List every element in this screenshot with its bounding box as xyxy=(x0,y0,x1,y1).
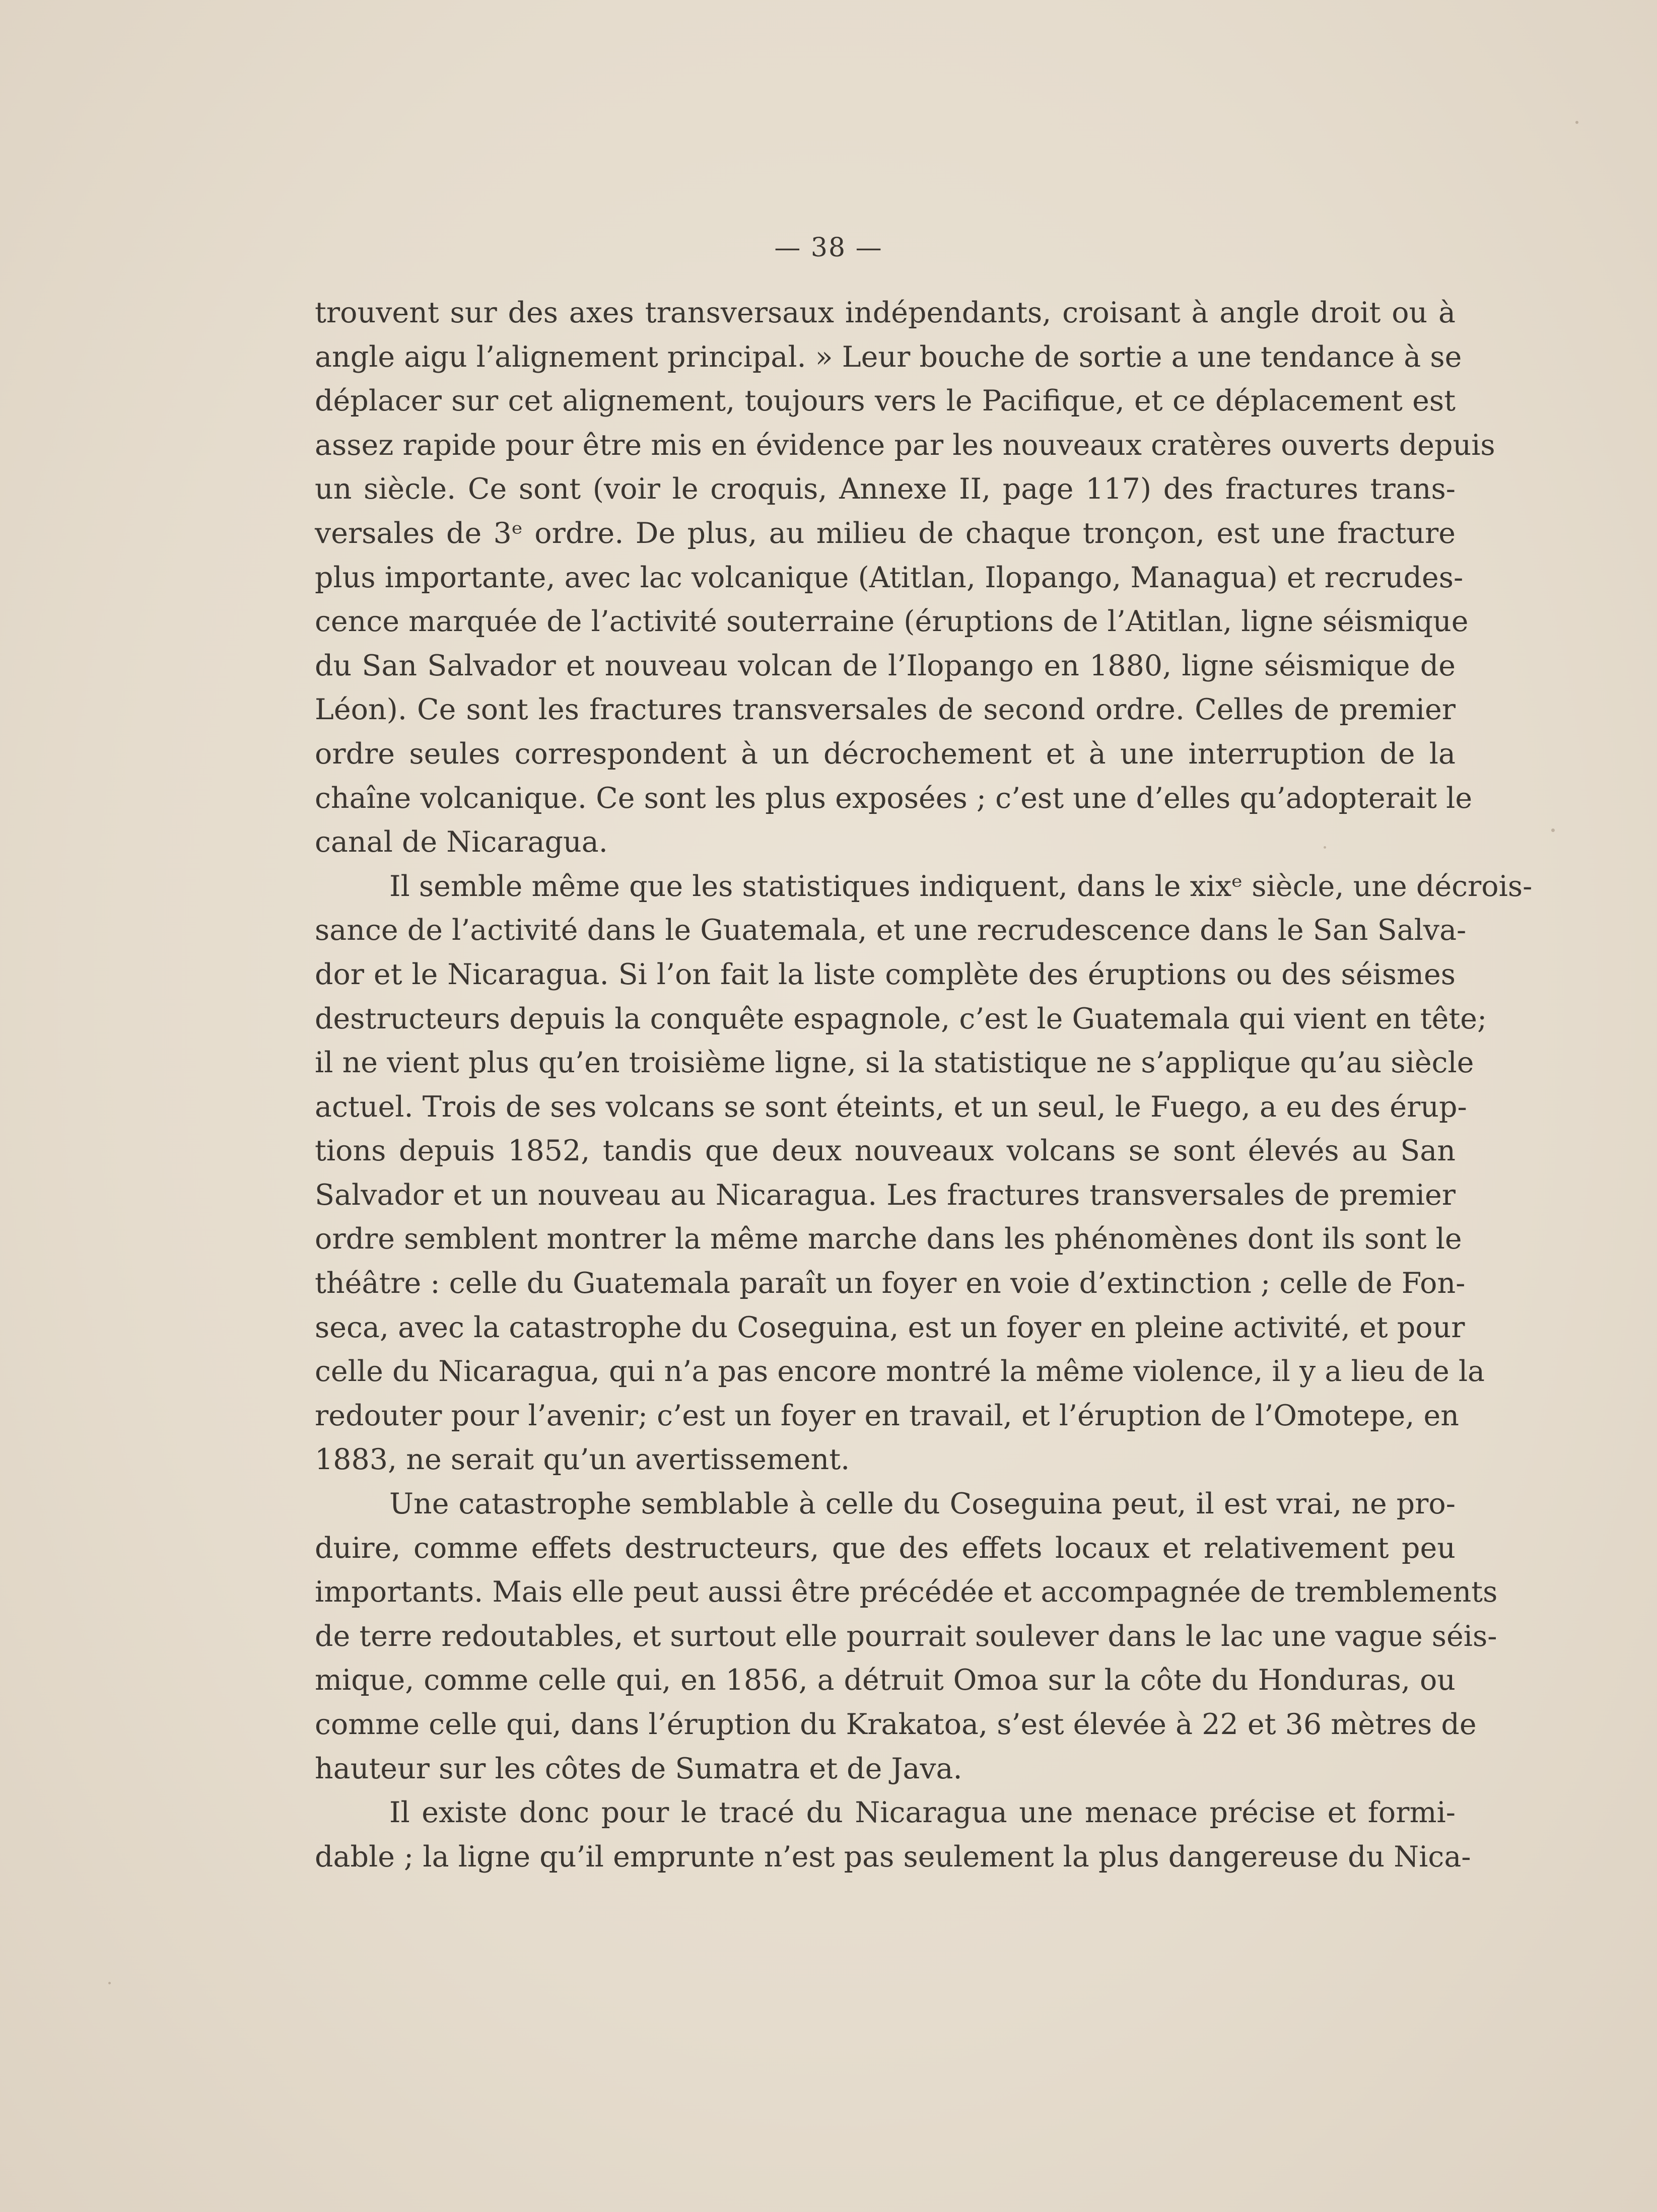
text-line: versales de 3ᵉ ordre. De plus, au milieu de chaque tronçon, est une fracture xyxy=(315,516,1456,550)
text-line: angle aigu l’alignement principal. » Leur bouche de sortie a une tendance à se xyxy=(315,340,1462,374)
text-line: destructeurs depuis la conquête espagnole, c’est le Guatemala qui vient en tête; xyxy=(315,1002,1487,1035)
text-line: ordre seules correspondent à un décrochement et à une interruption de la xyxy=(315,737,1456,771)
text-line: un siècle. Ce sont (voir le croquis, Annexe II, page 117) des fractures trans- xyxy=(315,472,1456,506)
text-line: mique, comme celle qui, en 1856, a détruit Omoa sur la côte du Honduras, ou xyxy=(315,1664,1456,1697)
text-line: de terre redoutables, et surtout elle pourrait soulever dans le lac une vague séis- xyxy=(315,1619,1497,1653)
text-line: cence marquée de l’activité souterraine (éruptions de l’Atitlan, ligne séismique xyxy=(315,605,1469,639)
text-line: trouvent sur des axes transversaux indépendants, croisant à angle droit ou à xyxy=(315,296,1456,329)
text-line: importants. Mais elle peut aussi être précédée et accompagnée de tremblements xyxy=(315,1575,1498,1609)
text-line: tions depuis 1852, tandis que deux nouveaux volcans se sont élevés au San xyxy=(315,1134,1456,1168)
paper-speck xyxy=(108,1982,111,1984)
text-line: plus importante, avec lac volcanique (Atitlan, Ilopango, Managua) et recrudes- xyxy=(315,561,1464,594)
paragraph-p1 xyxy=(315,291,1495,865)
paper-speck xyxy=(1575,121,1578,124)
text-line: seca, avec la catastrophe du Coseguina, est un foyer en pleine activité, et pour xyxy=(315,1310,1465,1344)
text-line: chaîne volcanique. Ce sont les plus exposées ; c’est une d’elles qu’adopterait le xyxy=(315,781,1473,815)
text-line: Salvador et un nouveau au Nicaragua. Les fractures transversales de premier xyxy=(315,1178,1456,1212)
body-text xyxy=(315,291,1533,1879)
text-line: il ne vient plus qu’en troisième ligne, si la statistique ne s’applique qu’au siècle xyxy=(315,1046,1474,1080)
text-line: théâtre : celle du Guatemala paraît un foyer en voie d’extinction ; celle de Fon- xyxy=(315,1267,1466,1300)
text-line: dor et le Nicaragua. Si l’on fait la liste complète des éruptions ou des séismes xyxy=(315,957,1456,991)
text-line: du San Salvador et nouveau volcan de l’Ilopango en 1880, ligne séismique de xyxy=(315,649,1456,682)
text-line: Il existe donc pour le tracé du Nicaragua une menace précise et formi- xyxy=(389,1796,1456,1830)
text-line: dable ; la ligne qu’il emprunte n’est pas seulement la plus dangereuse du Nica- xyxy=(315,1840,1471,1874)
text-line: Une catastrophe semblable à celle du Coseguina peut, il est vrai, ne pro- xyxy=(389,1487,1456,1521)
text-line: duire, comme effets destructeurs, que des effets locaux et relativement peu xyxy=(315,1531,1456,1565)
page-number: — 38 — xyxy=(774,233,883,263)
text-line: 1883, ne serait qu’un avertissement. xyxy=(315,1443,850,1477)
text-line: ordre semblent montrer la même marche dans les phénomènes dont ils sont le xyxy=(315,1222,1462,1256)
text-line: actuel. Trois de ses volcans se sont éteints, et un seul, le Fuego, a eu des érup- xyxy=(315,1090,1467,1124)
text-line: celle du Nicaragua, qui n’a pas encore montré la même violence, il y a lieu de la xyxy=(315,1355,1485,1389)
paragraph-p2 xyxy=(315,865,1533,1482)
text-line: déplacer sur cet alignement, toujours vers le Pacifique, et ce déplacement est xyxy=(315,384,1456,418)
text-line: hauteur sur les côtes de Sumatra et de Java. xyxy=(315,1752,962,1785)
paragraph-p4 xyxy=(315,1791,1471,1879)
text-line: canal de Nicaragua. xyxy=(315,825,608,859)
text-line: redouter pour l’avenir; c’est un foyer en travail, et l’éruption de l’Omotepe, en xyxy=(315,1399,1459,1432)
text-line: Il semble même que les statistiques indiquent, dans le xixᵉ siècle, une décrois- xyxy=(389,869,1533,903)
paper-speck xyxy=(1551,828,1555,832)
paragraph-p3 xyxy=(315,1482,1498,1791)
text-line: comme celle qui, dans l’éruption du Krakatoa, s’est élevée à 22 et 36 mètres de xyxy=(315,1708,1477,1741)
text-line: Léon). Ce sont les fractures transversales de second ordre. Celles de premier xyxy=(315,693,1456,727)
text-line: sance de l’activité dans le Guatemala, et une recrudescence dans le San Salva- xyxy=(315,914,1467,947)
text-line: assez rapide pour être mis en évidence par les nouveaux cratères ouverts depuis xyxy=(315,428,1495,462)
